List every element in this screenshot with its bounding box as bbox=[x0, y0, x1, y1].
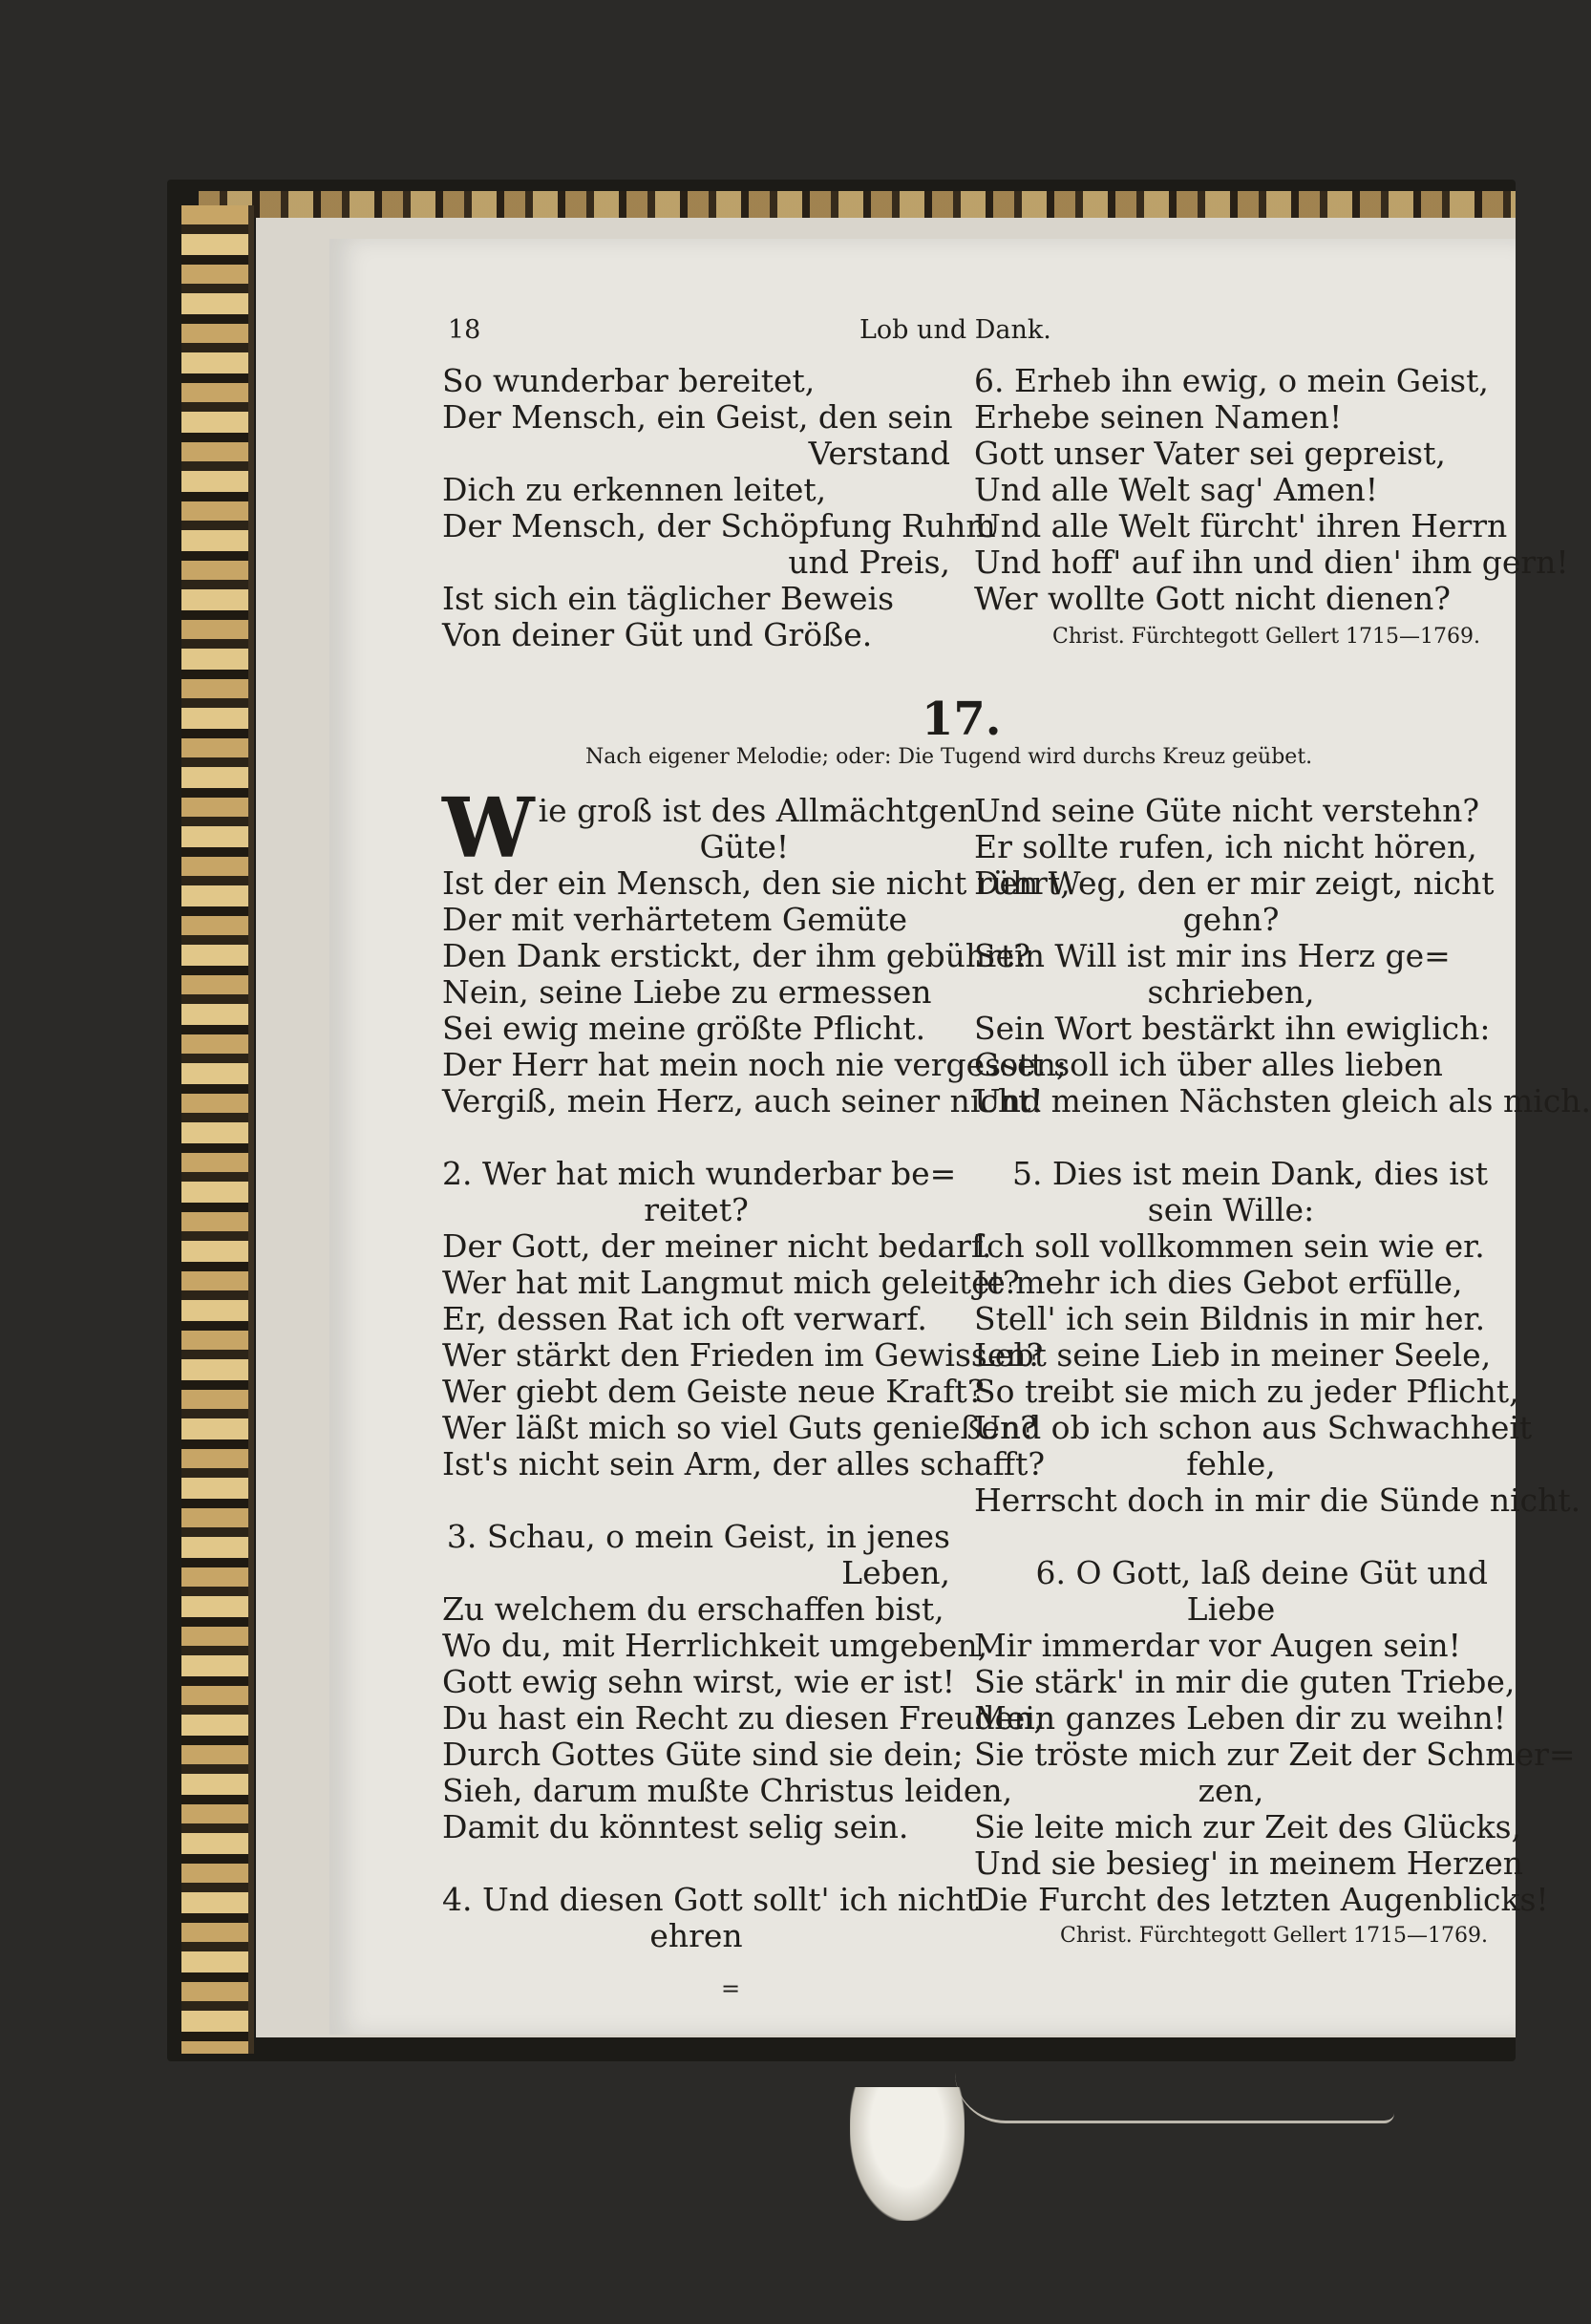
verse-line: zen, bbox=[1198, 1772, 1264, 1809]
bookmark-thread bbox=[955, 2073, 1394, 2123]
attribution-hymn-16: Christ. Fürchtegott Gellert 1715—1769. bbox=[1052, 625, 1480, 649]
stanza-gap bbox=[974, 1519, 1488, 1555]
verse-line: Er sollte rufen, ich nicht hören, bbox=[974, 828, 1477, 865]
verse-line: So wunderbar bereitet, bbox=[442, 362, 816, 399]
verse-line: Du hast ein Recht zu diesen Freuden, bbox=[442, 1699, 1044, 1737]
verse-line: Ist's nicht sein Arm, der alles schafft? bbox=[442, 1445, 1046, 1482]
verse-line: fehle, bbox=[1186, 1445, 1276, 1482]
verse-line: und Preis, bbox=[788, 544, 950, 581]
column-right-lines bbox=[974, 792, 1591, 1918]
verse-line: Wer läßt mich so viel Guts genießen? bbox=[442, 1409, 1037, 1446]
verse-line: Und sie besieg' in meinem Herzen bbox=[974, 1844, 1524, 1882]
verse-line: Gott ewig sehn wirst, wie er ist! bbox=[442, 1663, 956, 1700]
verse-line: Güte! bbox=[699, 828, 790, 865]
verse-line: Und ob ich schon aus Schwachheit bbox=[974, 1409, 1533, 1446]
verse-line: Er, dessen Rat ich oft verwarf. bbox=[442, 1300, 927, 1337]
attribution-hymn-17: Christ. Fürchtegott Gellert 1715—1769. bbox=[1060, 1924, 1488, 1948]
verse-line: gehn? bbox=[1182, 901, 1280, 938]
verse-line: Stell' ich sein Bildnis in mir her. bbox=[974, 1300, 1486, 1337]
verse-line: Sie tröste mich zur Zeit der Schmer= bbox=[974, 1736, 1576, 1773]
verse-line: Und hoff' auf ihn und dien' ihm gern! bbox=[974, 544, 1569, 581]
column-left-lines bbox=[442, 780, 1071, 1954]
verse-line: Gott soll ich über alles lieben bbox=[974, 1046, 1443, 1083]
verse-line: Wer wollte Gott nicht dienen? bbox=[974, 580, 1451, 617]
verse-line: 6. O Gott, laß deine Güt und bbox=[1035, 1554, 1488, 1591]
verse-line: schrieben, bbox=[1147, 973, 1315, 1011]
verse-line: Lebt seine Lieb in meiner Seele, bbox=[974, 1336, 1492, 1374]
verse-line: Dich zu erkennen leitet, bbox=[442, 471, 827, 508]
stanza-gap bbox=[442, 1845, 950, 1882]
verse-line: 4. Und diesen Gott sollt' ich nicht bbox=[442, 1881, 979, 1918]
verse-line: Und seine Güte nicht verstehn? bbox=[974, 792, 1480, 829]
verse-line: 5. Dies ist mein Dank, dies ist bbox=[1011, 1155, 1488, 1192]
verse-line: Ist der ein Mensch, den sie nicht rührt, bbox=[442, 864, 1071, 902]
verse-line: reitet? bbox=[644, 1191, 749, 1228]
verse-line: Vergiß, mein Herz, auch seiner nicht! bbox=[442, 1082, 1044, 1119]
verse-line: Ich soll vollkommen sein wie er. bbox=[974, 1227, 1485, 1265]
verse-line: So treibt sie mich zu jeder Pflicht, bbox=[974, 1373, 1519, 1410]
verse-line: Durch Gottes Güte sind sie dein; bbox=[442, 1736, 964, 1773]
verse-line: Damit du könntest selig sein. bbox=[442, 1808, 909, 1845]
verse-line: Verstand bbox=[808, 435, 950, 472]
running-title: Lob und Dank. bbox=[859, 315, 1051, 345]
verse-line: Sieh, darum mußte Christus leiden, bbox=[442, 1772, 1013, 1809]
verse-line: Der mit verhärtetem Gemüte bbox=[442, 901, 908, 938]
verse-line: Ist sich ein täglicher Beweis bbox=[442, 580, 895, 617]
verse-line: Sein Will ist mir ins Herz ge= bbox=[974, 937, 1451, 974]
column-left-top bbox=[442, 362, 996, 653]
gilded-page-edge-top bbox=[199, 191, 1516, 218]
verse-line: ehren bbox=[649, 1917, 743, 1954]
gilded-spine-border bbox=[181, 205, 254, 2054]
verse-line: Der Mensch, ein Geist, den sein bbox=[442, 398, 953, 436]
verse-line: sein Wille: bbox=[1147, 1191, 1315, 1228]
stanza-gap bbox=[442, 1119, 950, 1156]
verse-line: Erhebe seinen Namen! bbox=[974, 398, 1343, 436]
verse-line: Von deiner Güt und Größe. bbox=[442, 616, 873, 653]
drop-cap: W bbox=[442, 780, 535, 877]
verse-line: Und meinen Nächsten gleich als mich. bbox=[974, 1082, 1591, 1119]
verse-line: Gott unser Vater sei gepreist, bbox=[974, 435, 1446, 472]
verse-line: 2. Wer hat mich wunderbar be= bbox=[442, 1155, 957, 1192]
hymn-number: 17. bbox=[922, 693, 1002, 746]
verse-line: Sein Wort bestärkt ihn ewiglich: bbox=[974, 1010, 1491, 1047]
verse-line: Der Gott, der meiner nicht bedarf. bbox=[442, 1227, 992, 1265]
bookmark-tassel bbox=[850, 2087, 965, 2221]
verse-line: Und alle Welt sag' Amen! bbox=[974, 471, 1379, 508]
verse-line: ie groß ist des Allmächtgen bbox=[538, 792, 978, 829]
stanza-gap bbox=[442, 1482, 950, 1519]
verse-line: Und alle Welt fürcht' ihren Herrn bbox=[974, 507, 1508, 544]
verse-line: 3. Schau, o mein Geist, in jenes bbox=[446, 1518, 950, 1555]
page-number: 18 bbox=[448, 315, 481, 345]
verse-line: Sie stärk' in mir die guten Triebe, bbox=[974, 1663, 1516, 1700]
verse-line: Wer hat mit Langmut mich geleitet? bbox=[442, 1264, 1020, 1301]
column-right-main bbox=[974, 792, 1591, 1954]
verse-line: Wer stärkt den Frieden im Gewissen? bbox=[442, 1336, 1044, 1374]
verse-line: Mein ganzes Leben dir zu weihn! bbox=[974, 1699, 1507, 1737]
verse-line: Den Dank erstickt, der ihm gebührt? bbox=[442, 937, 1030, 974]
book-page bbox=[329, 239, 1591, 2035]
verse-line: Sei ewig meine größte Pflicht. bbox=[442, 1010, 926, 1047]
verse-line: Mir immerdar vor Augen sein! bbox=[974, 1627, 1461, 1664]
verse-line: Wer giebt dem Geiste neue Kraft? bbox=[442, 1373, 985, 1410]
verse-line: Leben, bbox=[841, 1554, 950, 1591]
melody-note: Nach eigener Melodie; oder: Die Tugend wird durchs Kreuz geübet. bbox=[585, 745, 1313, 769]
verse-line: Herrscht doch in mir die Sünde nicht. bbox=[974, 1482, 1581, 1519]
verse-line: Der Herr hat mein noch nie vergessen; bbox=[442, 1046, 1067, 1083]
verse-line: Sie leite mich zur Zeit des Glücks, bbox=[974, 1808, 1521, 1845]
catchword-mark: = bbox=[721, 1975, 741, 2002]
verse-line: Liebe bbox=[1186, 1590, 1276, 1628]
verse-line: Je mehr ich dies Gebot erfülle, bbox=[974, 1264, 1463, 1301]
verse-line: Wo du, mit Herrlichkeit umgeben, bbox=[442, 1627, 988, 1664]
verse-line: Den Weg, den er mir zeigt, nicht bbox=[974, 864, 1495, 902]
verse-line: Zu welchem du erschaffen bist, bbox=[442, 1590, 944, 1628]
verse-line: Der Mensch, der Schöpfung Ruhm bbox=[442, 507, 996, 544]
verse-line: 6. Erheb ihn ewig, o mein Geist, bbox=[974, 362, 1489, 399]
column-right-top bbox=[974, 362, 1569, 617]
stanza-gap bbox=[974, 1119, 1488, 1156]
column-left-main bbox=[442, 780, 1071, 1954]
verse-line: Nein, seine Liebe zu ermessen bbox=[442, 973, 932, 1011]
verse-line: Die Furcht des letzten Augenblicks! bbox=[974, 1881, 1549, 1918]
